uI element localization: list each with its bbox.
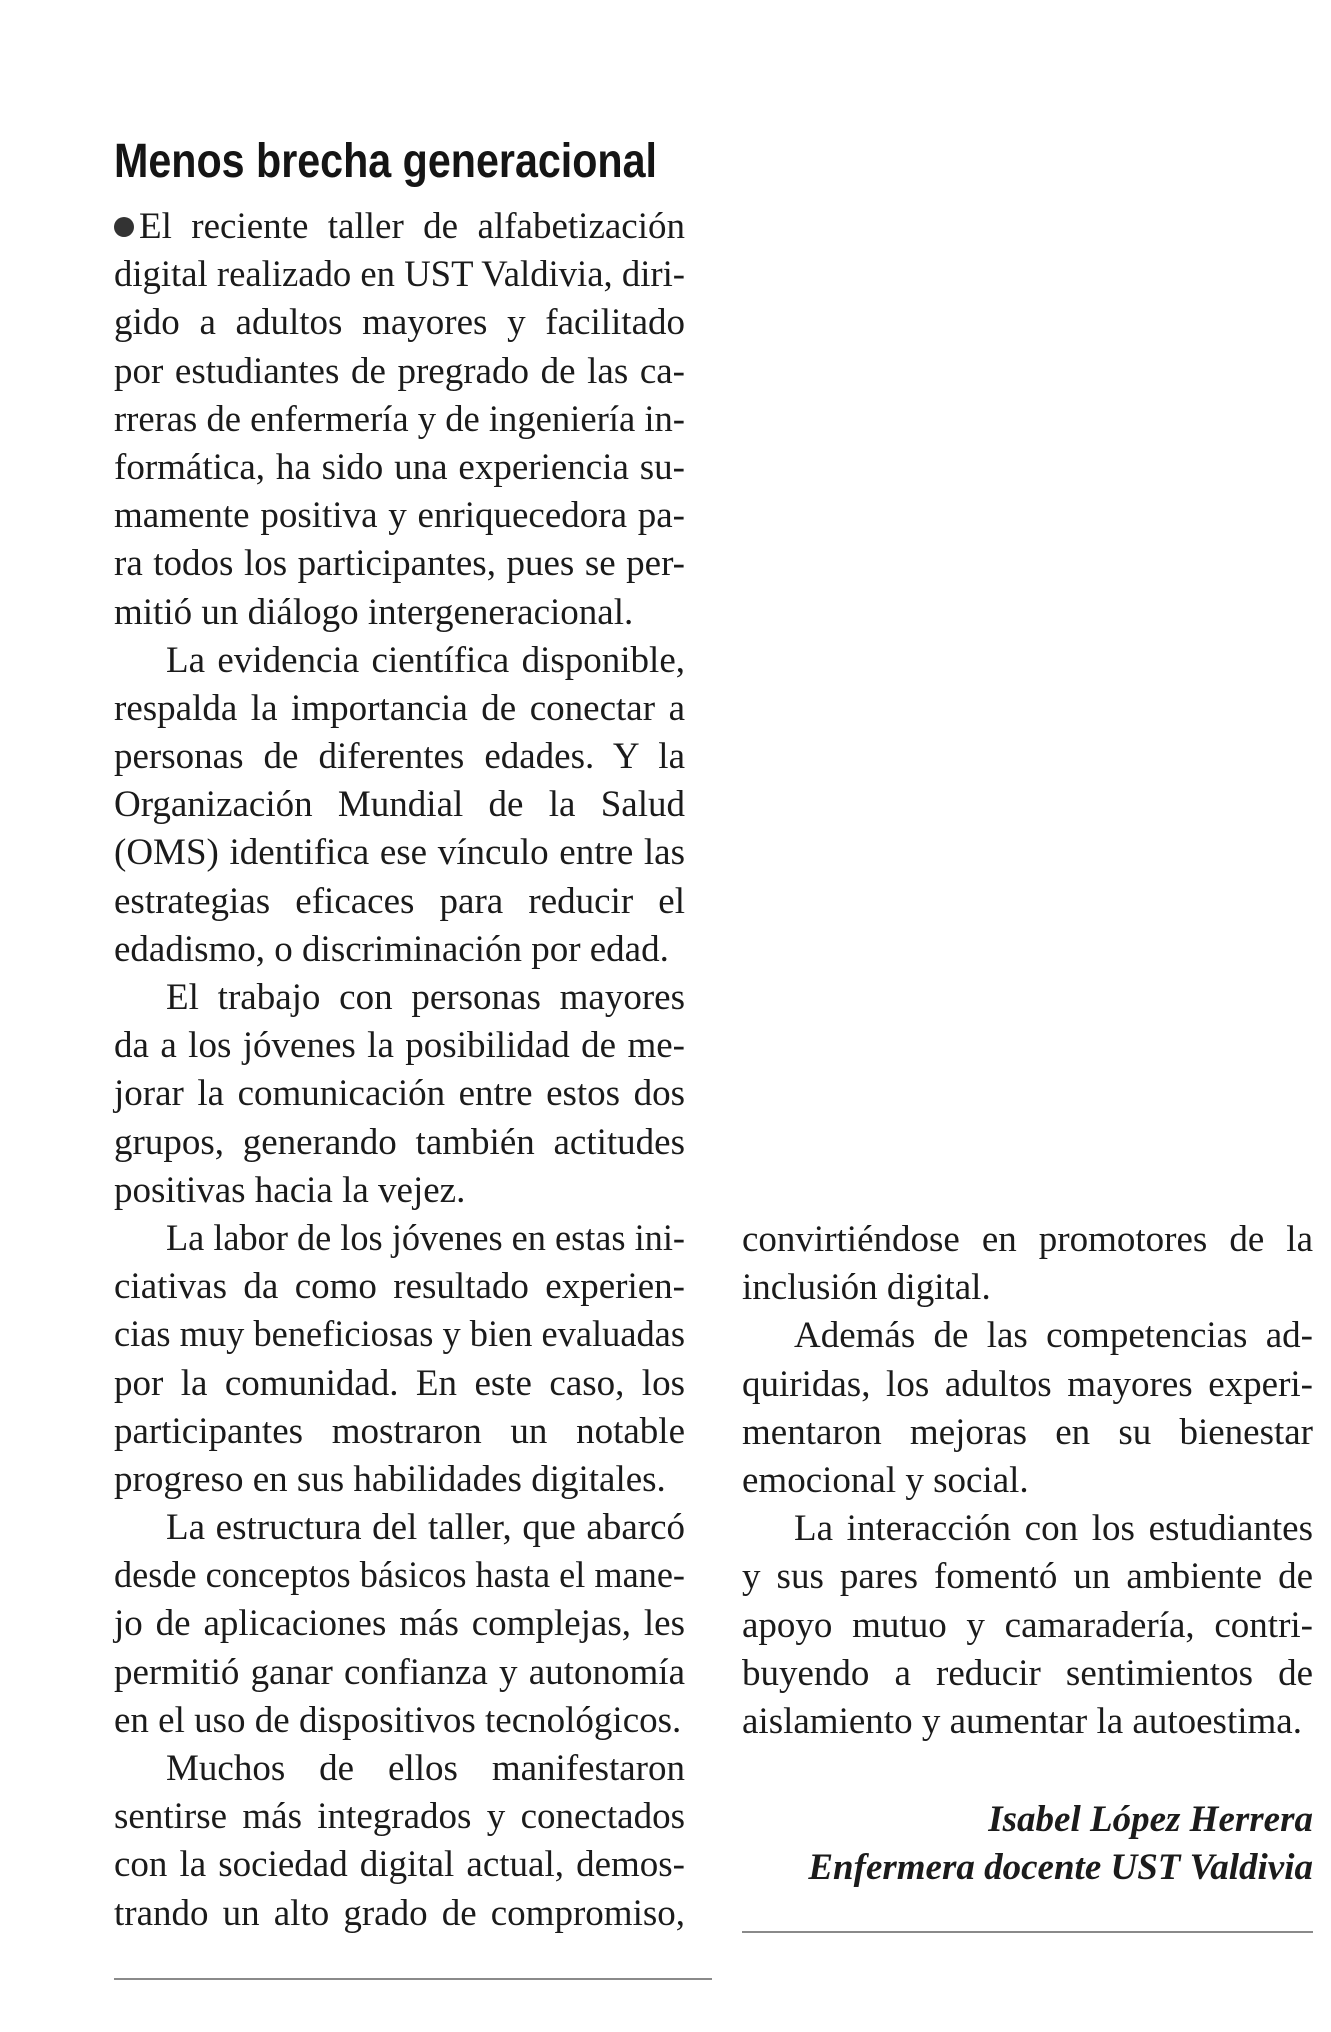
right-column-bottom-rule <box>742 1931 1313 1933</box>
line-text: quiridas, los adultos mayores experi- <box>742 1363 1313 1405</box>
paragraph <box>114 637 685 974</box>
text-line <box>742 1602 1313 1650</box>
text-line <box>114 1408 685 1456</box>
author-name: Isabel López Herrera <box>988 1799 1313 1840</box>
text-line <box>742 1457 1313 1505</box>
text-line <box>114 781 685 829</box>
line-text: buyendo a reducir sentimientos de <box>742 1652 1313 1694</box>
text-line <box>742 1361 1313 1409</box>
text-line <box>114 1504 685 1552</box>
text-line <box>114 1649 685 1697</box>
line-text: positivas hacia la vejez. <box>114 1169 466 1211</box>
text-line <box>114 1745 685 1793</box>
line-text: formática, ha sido una experiencia su- <box>114 446 685 488</box>
line-text: cias muy beneficiosas y bien evaluadas <box>114 1314 685 1356</box>
line-text: ra todos los participantes, pues se per- <box>114 543 685 585</box>
text-line <box>742 1698 1313 1746</box>
text-line <box>742 1505 1313 1553</box>
line-text: La labor de los jóvenes en estas ini- <box>166 1217 685 1259</box>
line-text: La interacción con los estudiantes <box>794 1508 1313 1550</box>
text-line <box>114 1167 685 1215</box>
text-line <box>742 1650 1313 1698</box>
text-line <box>114 685 685 733</box>
text-line <box>742 1216 1313 1264</box>
line-text: por la comunidad. En este caso, los <box>114 1362 685 1404</box>
text-line <box>114 974 685 1022</box>
paragraph <box>742 1505 1313 1746</box>
line-text: aislamiento y aumentar la autoestima. <box>742 1700 1302 1742</box>
line-text: emocional y social. <box>742 1459 1029 1501</box>
line-text: El trabajo con personas mayores <box>166 977 685 1018</box>
line-text: Muchos de ellos manifestaron <box>166 1748 685 1789</box>
line-text: rreras de enfermería y de ingeniería in- <box>114 398 685 440</box>
text-line <box>114 251 685 299</box>
line-text: participantes mostraron un notable <box>114 1410 685 1452</box>
line-text: y sus pares fomentó un ambiente de <box>742 1556 1313 1598</box>
line-text: en el uso de dispositivos tecnológicos. <box>114 1699 682 1741</box>
line-text: convirtiéndose en promotores de la <box>742 1219 1313 1260</box>
paragraph <box>742 1312 1313 1505</box>
line-text: gido a adultos mayores y facilitado <box>114 302 685 344</box>
line-text: jo de aplicaciones más complejas, les <box>114 1603 685 1645</box>
bullet-icon <box>114 217 134 237</box>
paragraph <box>114 974 685 1215</box>
text-line <box>114 1311 685 1359</box>
article-title-text: Menos brecha generacional <box>114 135 657 189</box>
right-column <box>742 1216 1313 1746</box>
text-line <box>114 348 685 396</box>
paragraph <box>114 203 685 637</box>
line-text: La evidencia científica disponible, <box>166 639 685 681</box>
text-line <box>114 878 685 926</box>
line-text: inclusión digital. <box>742 1267 991 1309</box>
text-line <box>114 637 685 685</box>
text-line <box>114 733 685 781</box>
line-text: por estudiantes de pregrado de las ca- <box>114 350 685 392</box>
line-text: da a los jóvenes la posibilidad de me- <box>114 1025 685 1067</box>
line-text: personas de diferentes edades. Y la <box>114 736 685 778</box>
line-text: Organización Mundial de la Salud <box>114 784 685 826</box>
text-line <box>114 1552 685 1600</box>
text-line <box>114 1841 685 1889</box>
text-line <box>114 589 685 637</box>
line-text: trando un alto grado de compromiso, <box>114 1892 685 1934</box>
paragraph <box>114 1504 685 1745</box>
text-line <box>114 1600 685 1648</box>
text-line <box>114 540 685 588</box>
text-line <box>114 396 685 444</box>
line-text: ciativas da como resultado experien- <box>114 1266 685 1308</box>
line-text: desde conceptos básicos hasta el mane- <box>114 1555 685 1597</box>
line-text: sentirse más integrados y conectados <box>114 1796 685 1838</box>
text-line <box>114 829 685 877</box>
text-line <box>114 1022 685 1070</box>
line-text: apoyo mutuo y camaradería, contri- <box>742 1604 1313 1646</box>
text-line <box>742 1312 1313 1360</box>
line-text: respalda la importancia de conectar a <box>114 687 685 729</box>
paragraph <box>742 1216 1313 1312</box>
text-line <box>742 1409 1313 1457</box>
text-line <box>114 1793 685 1841</box>
line-text: con la sociedad digital actual, demos- <box>114 1844 685 1886</box>
text-line <box>742 1553 1313 1601</box>
line-text: La estructura del taller, que abarcó <box>166 1507 685 1549</box>
line-text: digital realizado en UST Valdivia, diri- <box>114 254 685 296</box>
line-text: (OMS) identifica ese vínculo entre las <box>114 832 685 874</box>
left-column <box>114 203 685 1938</box>
text-line <box>114 1263 685 1311</box>
text-line <box>114 492 685 540</box>
line-text: estrategias eficaces para reducir el <box>114 880 685 922</box>
line-text: jorar la comunicación entre estos dos <box>114 1073 685 1115</box>
line-text: mamente positiva y enriquecedora pa- <box>114 495 685 537</box>
line-text: mitió un diálogo intergeneracional. <box>114 591 634 633</box>
line-text: progreso en sus habilidades digitales. <box>114 1458 666 1500</box>
author-role: Enfermera docente UST Valdivia <box>808 1847 1313 1888</box>
text-line <box>114 203 685 251</box>
line-text: El reciente taller de alfabetización <box>139 206 685 247</box>
text-line <box>114 299 685 347</box>
text-line <box>114 1890 685 1938</box>
text-line <box>114 1697 685 1745</box>
text-line <box>114 1119 685 1167</box>
paragraph <box>114 1745 685 1938</box>
article-title <box>114 134 746 190</box>
line-text: grupos, generando también actitudes <box>114 1121 685 1163</box>
text-line <box>114 444 685 492</box>
text-line <box>114 1360 685 1408</box>
text-line <box>114 1215 685 1263</box>
text-line <box>742 1264 1313 1312</box>
left-column-bottom-rule <box>114 1978 712 1980</box>
line-text: mentaron mejoras en su bienestar <box>742 1411 1313 1453</box>
line-text: Además de las competencias ad- <box>794 1315 1313 1357</box>
line-text: permitió ganar confianza y autonomía <box>114 1651 685 1693</box>
text-line <box>114 1456 685 1504</box>
line-text: edadismo, o discriminación por edad. <box>114 928 669 970</box>
text-line <box>114 926 685 974</box>
text-line <box>114 1070 685 1118</box>
paragraph <box>114 1215 685 1504</box>
